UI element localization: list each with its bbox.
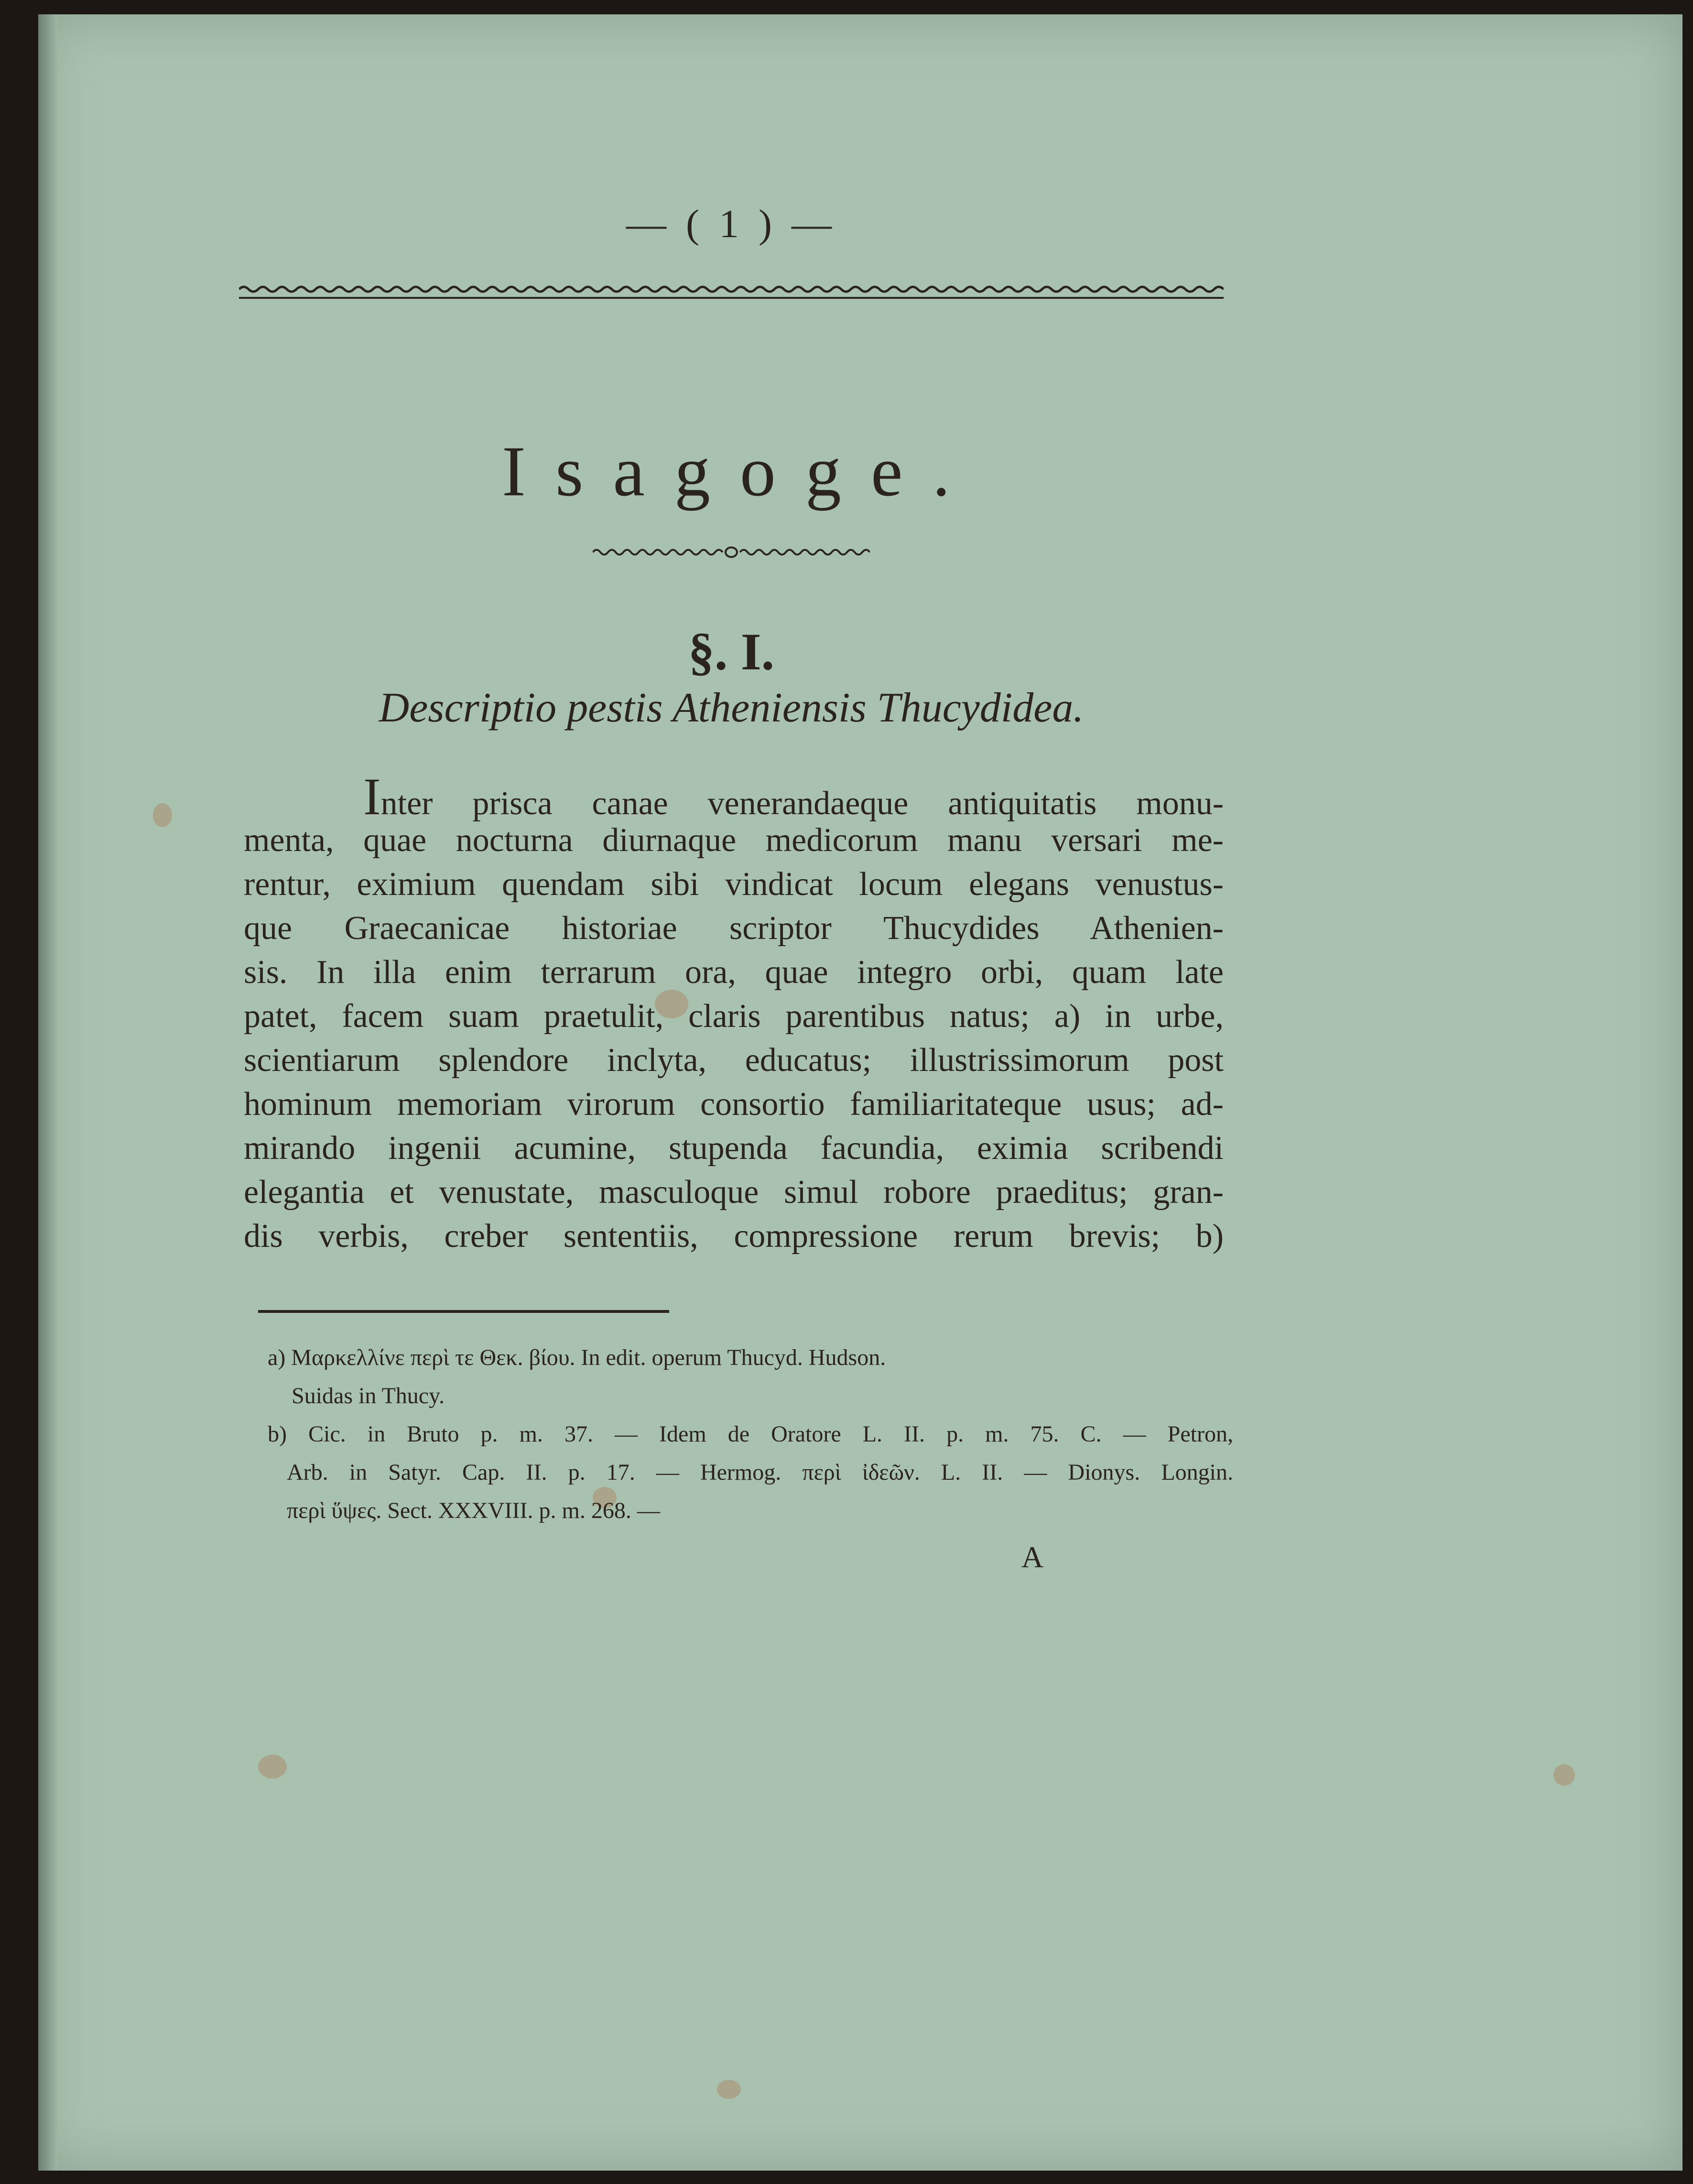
body-line: mirando ingenii acumine, stupenda facundia, eximia scribendi — [244, 1130, 1224, 1167]
section-number: §. I. — [688, 622, 775, 681]
footnote-line: a) Μαρκελλίνε περὶ τε Θεκ. βίου. In edit. operum Thucyd. Hudson. — [268, 1345, 886, 1370]
body-line-text: prisca canae venerandaeque antiquitatis monu- — [472, 785, 1224, 822]
wavy-head-rule — [239, 284, 1224, 302]
body-line: elegantia et venustate, masculoque simul robore praeditus; gran- — [244, 1174, 1224, 1211]
body-line: dis verbis, creber sententiis, compressione rerum brevis; b) — [244, 1218, 1224, 1255]
footnote-line: περὶ ὕψες. Sect. XXXVIII. p. m. 268. — — [287, 1498, 660, 1523]
body-line: scientiarum splendore inclyta, educatus; illustrissimorum post — [244, 1042, 1224, 1079]
body-line: que Graecanicae historiae scriptor Thucydides Athenien- — [244, 910, 1224, 947]
page-title: Isagoge. — [502, 432, 980, 511]
footnote-rule — [258, 1310, 669, 1313]
section-title: Descriptio pestis Atheniensis Thucydidea. — [379, 685, 1084, 731]
body-line — [363, 767, 1224, 826]
footnote-line: b) Cic. in Bruto p. m. 37. — Idem de Oratore L. II. p. m. 75. C. — Petron, — [268, 1421, 1233, 1447]
foxing-stain — [258, 1755, 287, 1779]
footnote-line: Arb. in Satyr. Cap. II. p. 17. — Hermog. περὶ ἰδεῶν. L. II. — Dionys. Longin. — [287, 1460, 1233, 1485]
body-line: hominum memoriam virorum consortio familiaritateque usus; ad- — [244, 1086, 1224, 1123]
ornamental-rule — [593, 545, 870, 559]
body-line: rentur, eximium quendam sibi vindicat locum elegans venustus- — [244, 866, 1224, 903]
running-head: — ( 1 ) — — [626, 202, 836, 246]
initial-letter: I — [363, 767, 381, 826]
signature-mark: A — [1021, 1540, 1044, 1574]
footnote-line: Suidas in Thucy. — [292, 1383, 445, 1409]
foxing-stain — [717, 2080, 741, 2099]
foxing-stain — [1553, 1764, 1575, 1786]
page-binding-edge — [38, 14, 57, 2171]
first-word-rest: nter — [380, 785, 433, 822]
foxing-stain — [153, 803, 172, 827]
body-line: patet, facem suam praetulit, claris parentibus natus; a) in urbe, — [244, 998, 1224, 1035]
body-line: sis. In illa enim terrarum ora, quae integro orbi, quam late — [244, 954, 1224, 991]
body-line: menta, quae nocturna diurnaque medicorum manu versari me- — [244, 822, 1224, 859]
